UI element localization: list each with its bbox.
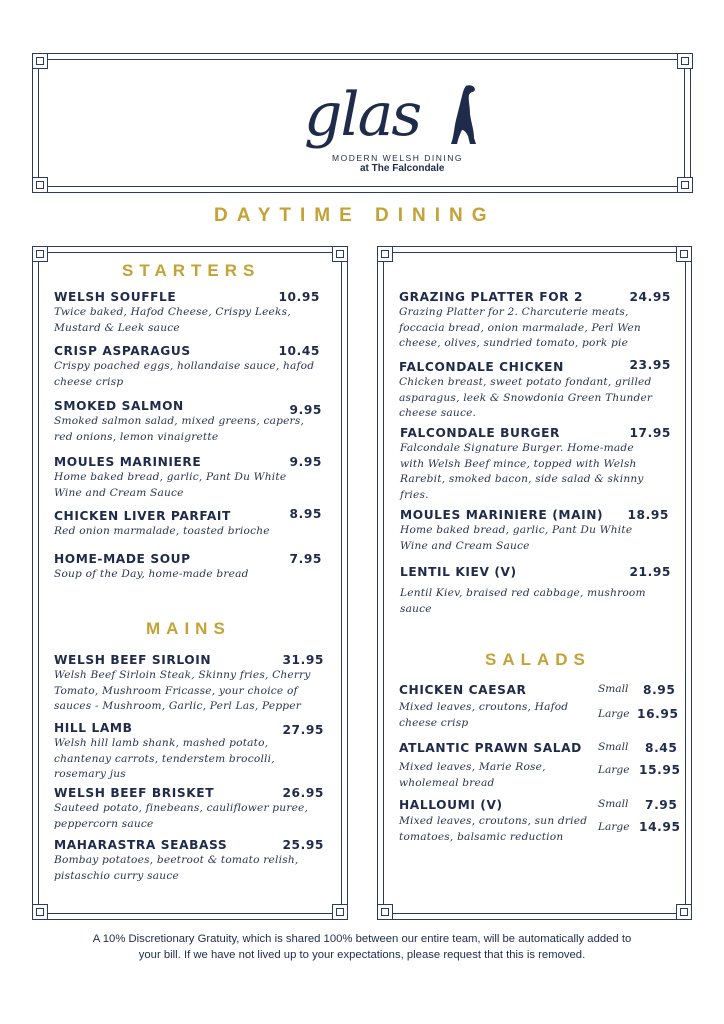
size-large-label: Large xyxy=(598,764,630,776)
item-description: Grazing Platter for 2. Charcuterie meats, foccacia bread, onion marmalade, Perl Wen cheese, olives, sundried tomato, pork pie xyxy=(399,306,641,349)
item-price: 9.95 xyxy=(289,455,322,469)
mains-title: MAINS xyxy=(146,619,231,638)
menu-item xyxy=(54,552,326,583)
size-large-label: Large xyxy=(598,708,630,720)
item-price: 31.95 xyxy=(282,653,324,667)
menu-item xyxy=(399,360,671,422)
item-name: HOME-MADE SOUP xyxy=(54,552,191,566)
size-large-price: 16.95 xyxy=(637,707,679,721)
item-description: Home baked bread, garlic, Pant Du White Wine and Cream Sauce xyxy=(54,471,287,499)
menu-item xyxy=(54,509,326,540)
item-description: Bombay potatoes, beetroot & tomato relish, pistaschio curry sauce xyxy=(54,854,299,882)
size-small-label: Small xyxy=(598,683,629,695)
item-description: Home baked bread, garlic, Pant Du White Wine and Cream Sauce xyxy=(400,524,633,552)
logo-wordmark: glas xyxy=(304,80,421,150)
salad-item xyxy=(399,683,679,733)
item-name: CHICKEN LIVER PARFAIT xyxy=(54,509,231,523)
menu-item xyxy=(54,455,326,501)
item-name: MOULES MARINIERE (MAIN) xyxy=(400,508,604,522)
item-description: Chicken breast, sweet potato fondant, grilled asparagus, leek & Snowdonia Green Thunder cheese sauce. xyxy=(399,376,653,419)
item-price: 8.95 xyxy=(289,507,322,521)
item-price: 24.95 xyxy=(629,290,671,304)
menu-item xyxy=(54,344,326,390)
corner-ornament xyxy=(32,904,48,920)
item-name: HILL LAMB xyxy=(54,721,133,735)
corner-ornament xyxy=(677,177,693,193)
item-price: 10.95 xyxy=(278,290,320,304)
item-description: Crispy poached eggs, hollandaise sauce, hafod cheese crisp xyxy=(54,360,315,388)
item-price: 10.45 xyxy=(278,344,320,358)
menu-item xyxy=(399,290,671,352)
item-description: Smoked salmon salad, mixed greens, capers, red onions, lemon vinaigrette xyxy=(54,415,305,443)
menu-item xyxy=(54,786,326,832)
item-description: Welsh hill lamb shank, mashed potato, chantenay carrots, tenderstem brocolli, rosemary jus xyxy=(54,737,275,780)
salads-title: SALADS xyxy=(485,650,591,669)
item-price: 23.95 xyxy=(629,358,671,372)
size-large-price: 15.95 xyxy=(639,763,681,777)
item-name: WELSH BEEF BRISKET xyxy=(54,786,215,800)
item-price: 17.95 xyxy=(629,426,671,440)
menu-item xyxy=(54,838,326,884)
item-price: 7.95 xyxy=(289,552,322,566)
menu-item xyxy=(54,290,326,336)
item-description: Mixed leaves, croutons, Hafod cheese crisp xyxy=(399,701,569,729)
item-name: LENTIL KIEV (V) xyxy=(400,565,517,579)
item-description: Falcondale Signature Burger. Home-made with Welsh Beef mince, topped with Welsh Rarebit, smoked bacon, side salad & skinny fries. xyxy=(400,442,644,501)
corner-ornament xyxy=(676,904,692,920)
item-description: Twice baked, Hafod Cheese, Crispy Leeks, Mustard & Leek sauce xyxy=(54,306,291,334)
footer-note xyxy=(30,931,694,963)
item-description: Welsh Beef Sirloin Steak, Skinny fries, Cherry Tomato, Mushroom Fricasse, your choice of sauces - Mushroom, Garlic, Perl Las, Pepper xyxy=(54,669,311,712)
item-name: WELSH BEEF SIRLOIN xyxy=(54,653,212,667)
item-description: Soup of the Day, home-made bread xyxy=(54,568,249,580)
item-name: CRISP ASPARAGUS xyxy=(54,344,191,358)
corner-ornament xyxy=(676,246,692,262)
menu-item xyxy=(400,508,671,554)
size-small-price: 8.95 xyxy=(643,683,676,697)
starters-title: STARTERS xyxy=(122,261,261,280)
item-description: Lentil Kiev, braised red cabbage, mushroom sauce xyxy=(400,587,646,615)
item-name: SMOKED SALMON xyxy=(54,399,184,413)
menu-item xyxy=(400,565,671,617)
menu-item xyxy=(54,399,326,445)
item-name: CHICKEN CAESAR xyxy=(399,683,527,697)
item-description: Red onion marmalade, toasted brioche xyxy=(54,525,270,537)
corner-ornament xyxy=(377,246,393,262)
item-description: Sauteed potato, finebeans, cauliflower puree, peppercorn sauce xyxy=(54,802,309,830)
item-price: 18.95 xyxy=(627,508,669,522)
item-price: 26.95 xyxy=(282,786,324,800)
item-name: FALCONDALE CHICKEN xyxy=(399,360,564,374)
item-name: FALCONDALE BURGER xyxy=(400,426,560,440)
menu-item xyxy=(54,721,326,783)
item-price: 21.95 xyxy=(629,565,671,579)
size-small-price: 7.95 xyxy=(645,798,678,812)
corner-ornament xyxy=(332,904,348,920)
menu-item xyxy=(400,426,671,503)
item-name: GRAZING PLATTER FOR 2 xyxy=(399,290,584,304)
menu-item xyxy=(54,653,326,715)
item-price: 27.95 xyxy=(282,723,324,737)
salad-item xyxy=(399,741,681,791)
size-small-label: Small xyxy=(598,798,629,810)
corner-ornament xyxy=(32,246,48,262)
size-small-price: 8.45 xyxy=(645,741,678,755)
item-name: MOULES MARINIERE xyxy=(54,455,202,469)
footer-line: A 10% Discretionary Gratuity, which is shared 100% between our entire team, will be automatically added to xyxy=(92,933,632,945)
greyhound-icon xyxy=(448,84,478,146)
item-price: 25.95 xyxy=(282,838,324,852)
size-small-label: Small xyxy=(598,741,629,753)
corner-ornament xyxy=(32,177,48,193)
corner-ornament xyxy=(677,53,693,69)
item-name: HALLOUMI (V) xyxy=(399,798,503,812)
footer-line: your bill. If we have not lived up to your expectations, please request that this is removed. xyxy=(138,949,586,961)
item-name: ATLANTIC PRAWN SALAD xyxy=(399,741,582,755)
item-description: Mixed leaves, Marie Rose, wholemeal bread xyxy=(399,761,546,789)
item-description: Mixed leaves, croutons, sun dried tomatoes, balsamic reduction xyxy=(399,815,588,843)
size-large-price: 14.95 xyxy=(639,820,681,834)
item-name: MAHARASTRA SEABASS xyxy=(54,838,228,852)
corner-ornament xyxy=(377,904,393,920)
size-large-label: Large xyxy=(598,821,630,833)
logo-tagline: MODERN WELSH DINING xyxy=(332,153,463,163)
item-price: 9.95 xyxy=(289,403,322,417)
logo xyxy=(300,70,500,180)
page-title: DAYTIME DINING xyxy=(214,205,496,226)
salad-item xyxy=(399,798,681,848)
corner-ornament xyxy=(32,53,48,69)
corner-ornament xyxy=(332,246,348,262)
logo-subline: at The Falcondale xyxy=(360,163,445,174)
item-name: WELSH SOUFFLE xyxy=(54,290,177,304)
